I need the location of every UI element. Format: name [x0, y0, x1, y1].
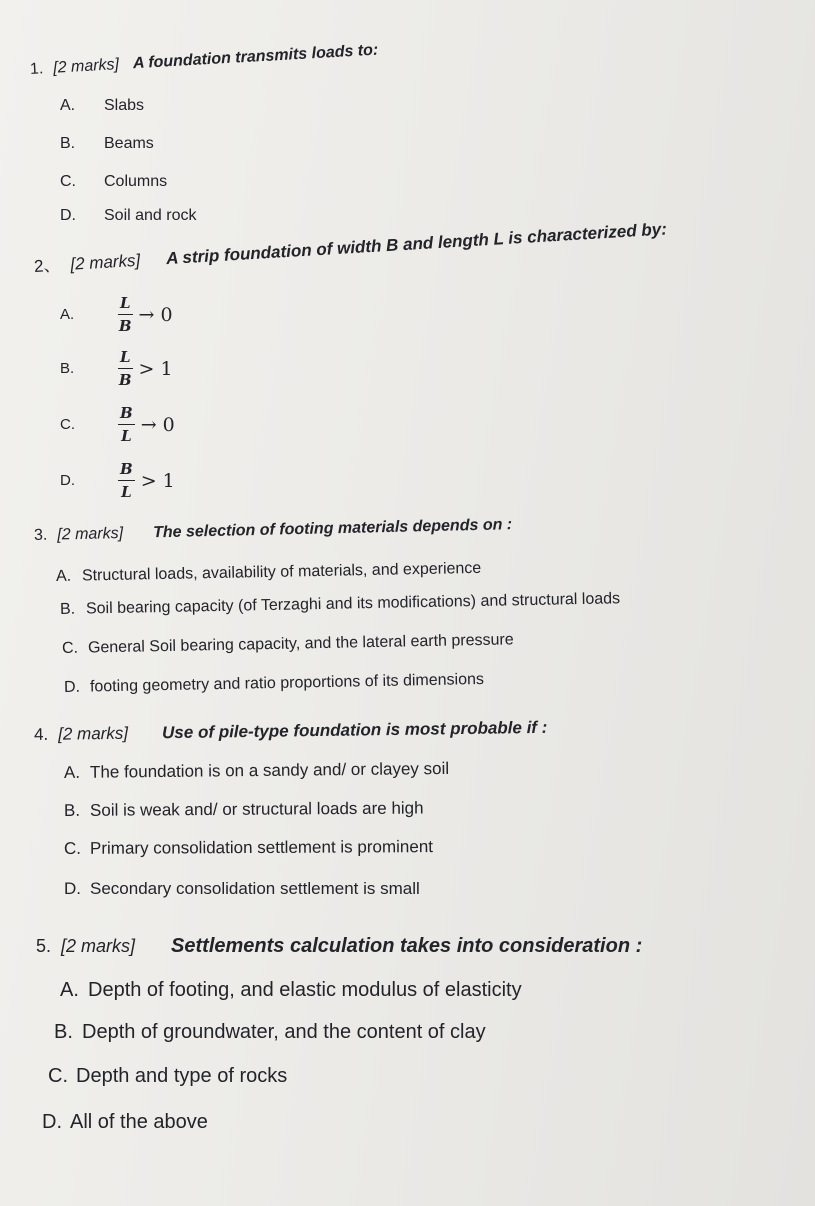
question-4-header [34, 719, 548, 743]
option-letter: B. [54, 1021, 73, 1043]
fraction-denominator: L [121, 427, 132, 445]
option-a [56, 561, 482, 585]
option-text: Beams [104, 135, 154, 152]
option-letter: B. [60, 360, 75, 377]
question-marks: [2 marks] [58, 723, 129, 744]
option-text: All of the above [70, 1111, 208, 1133]
question-number: 2、 [33, 255, 61, 276]
question-5-header [36, 936, 642, 956]
option-text: Depth and type of rocks [76, 1065, 288, 1087]
question-marks: [2 marks] [61, 936, 136, 956]
fraction-denominator: L [121, 483, 132, 501]
option-c [64, 838, 433, 857]
fraction-relation: > 1 [140, 469, 175, 492]
option-letter: B. [59, 600, 76, 618]
option-letter: D. [60, 207, 76, 224]
fraction-numerator: L [118, 294, 133, 315]
option-letter: C. [63, 838, 82, 858]
question-marks: [2 marks] [52, 56, 120, 77]
question-number: 4. [33, 724, 49, 744]
option-text: Soil is weak and/ or structural loads are high [89, 798, 424, 820]
option-letter: C. [60, 416, 75, 433]
option-c [60, 174, 167, 190]
option-c [62, 632, 514, 657]
question-1-header [30, 43, 379, 78]
option-b [54, 1022, 486, 1042]
option-text: The foundation is on a sandy and/ or clayey soil [89, 758, 450, 782]
question-stem: A strip foundation of width B and length L is characterized by: [165, 219, 668, 269]
option-text: Slabs [104, 97, 145, 114]
fraction-denominator: B [118, 317, 132, 335]
option-a [64, 760, 449, 781]
question-number: 5. [36, 936, 52, 956]
option-text: Primary consolidation settlement is prominent [89, 837, 434, 858]
option-b [60, 136, 154, 152]
option-a [60, 294, 173, 335]
option-letter: A. [60, 306, 75, 323]
option-text: footing geometry and ratio proportions of its dimensions [89, 670, 485, 696]
fraction-relation: → 0 [140, 413, 175, 436]
question-stem: The selection of footing materials depends on : [152, 516, 513, 542]
option-text: Depth of groundwater, and the content of clay [82, 1021, 486, 1043]
question-stem: Use of pile-type foundation is most probable if : [161, 717, 548, 743]
option-letter: A. [60, 97, 76, 114]
option-b [60, 348, 173, 389]
option-text: Structural loads, availability of materials, and experience [81, 559, 482, 585]
fraction [118, 348, 133, 389]
question-number: 1. [29, 60, 44, 78]
option-d [60, 460, 175, 501]
fraction [118, 404, 135, 445]
question-marks: [2 marks] [69, 250, 141, 274]
option-letter: B. [63, 800, 81, 820]
question-stem: Settlements calculation takes into consideration : [171, 935, 643, 957]
option-c [60, 404, 175, 445]
option-b [64, 799, 424, 819]
option-a [60, 980, 522, 1000]
option-text: Secondary consolidation settlement is small [90, 879, 420, 898]
option-letter: C. [60, 173, 76, 190]
option-text: Columns [104, 173, 168, 190]
option-letter: D. [63, 678, 81, 696]
option-letter: D. [42, 1111, 62, 1133]
option-a [60, 98, 144, 114]
option-text: General Soil bearing capacity, and the lateral earth pressure [87, 631, 514, 657]
question-2-header [33, 220, 667, 275]
option-letter: D. [60, 472, 75, 489]
option-letter: C. [61, 639, 79, 657]
question-3-header [34, 517, 513, 544]
option-d [64, 672, 484, 696]
option-b [60, 591, 620, 618]
fraction-numerator: L [118, 348, 133, 369]
option-c [48, 1066, 287, 1086]
question-stem: A foundation transmits loads to: [132, 41, 379, 73]
fraction-denominator: B [118, 371, 132, 389]
fraction-numerator: B [118, 460, 135, 481]
fraction-numerator: B [118, 404, 135, 425]
fraction [118, 460, 135, 501]
option-letter: B. [60, 135, 76, 152]
option-letter: D. [64, 879, 81, 898]
option-letter: A. [63, 762, 81, 782]
question-marks: [2 marks] [57, 524, 124, 544]
fraction [118, 294, 133, 335]
option-text: Depth of footing, and elastic modulus of elasticity [88, 979, 522, 1001]
question-number: 3. [33, 526, 48, 544]
option-letter: C. [48, 1065, 68, 1087]
fraction-relation: → 0 [138, 303, 173, 326]
option-d [64, 880, 420, 897]
fraction-relation: > 1 [138, 357, 173, 380]
option-text: Soil bearing capacity (of Terzaghi and its modifications) and structural loads [85, 590, 621, 618]
option-letter: A. [60, 979, 79, 1001]
option-d [42, 1112, 208, 1132]
option-text: Soil and rock [104, 207, 197, 224]
option-letter: A. [55, 567, 72, 585]
option-d [60, 208, 197, 224]
